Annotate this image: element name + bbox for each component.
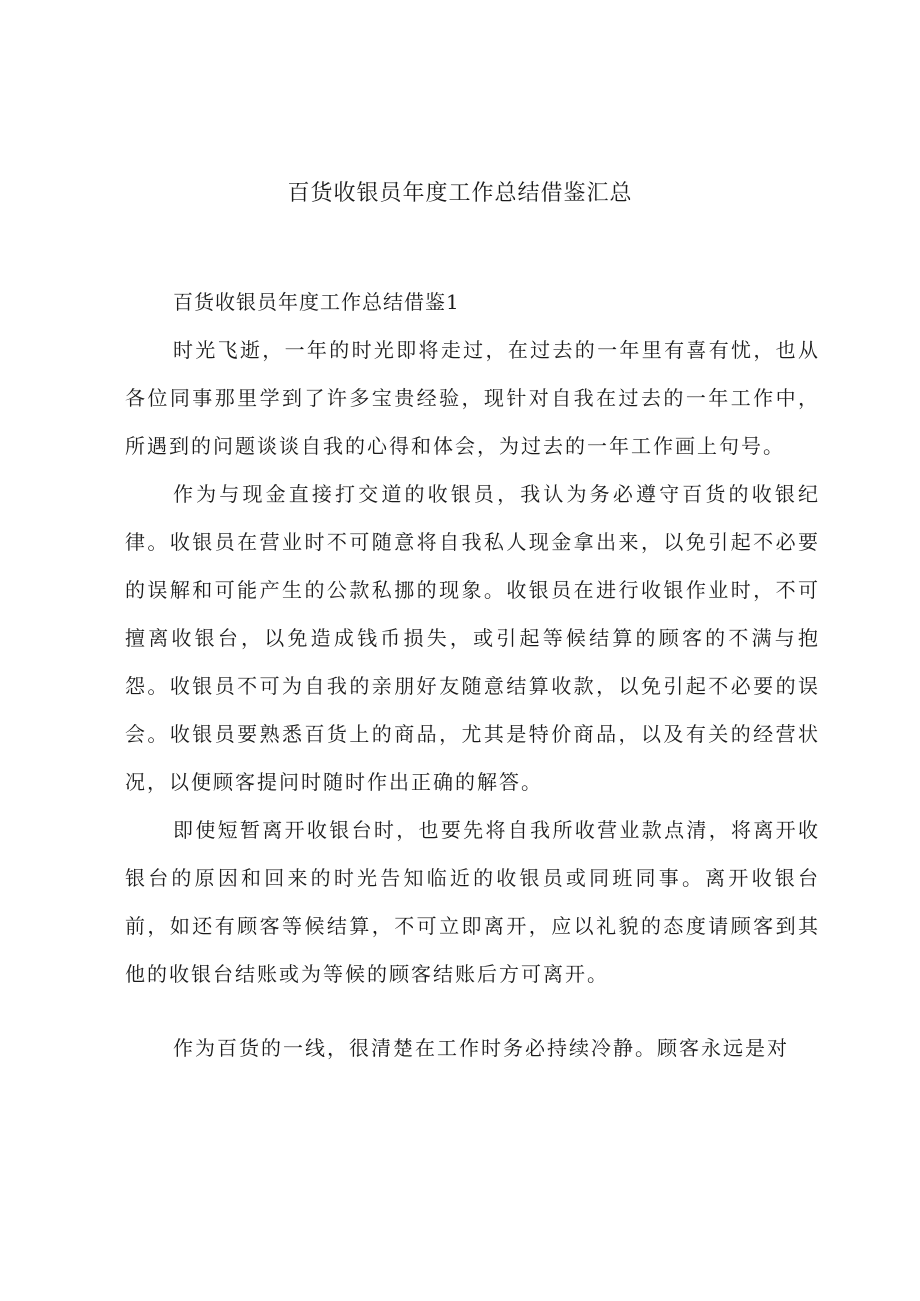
section-heading: 百货收银员年度工作总结借鉴1 — [173, 290, 460, 314]
paragraph-1: 时光飞逝，一年的时光即将走过，在过去的一年里有喜有忧，也从各位同事那里学到了许多宝贵经验，现针对自我在过去的一年工作中，所遇到的问题谈谈自我的心得和体会，为过去的一年工作画上句号。 — [125, 338, 820, 458]
paragraph-3: 即使短暂离开收银台时，也要先将自我所收营业款点清，将离开收银台的原因和回来的时光告知临近的收银员或同班同事。离开收银台前，如还有顾客等候结算，不可立即离开，应以礼貌的态度请顾客到其他的收银台结账或为等候的顾客结账后方可离开。 — [125, 818, 820, 986]
paragraph-4: 作为百货的一线，很清楚在工作时务必持续冷静。顾客永远是对 — [173, 1036, 789, 1060]
document-title: 百货收银员年度工作总结借鉴汇总 — [287, 181, 633, 206]
paragraph-2: 作为与现金直接打交道的收银员，我认为务必遵守百货的收银纪律。收银员在营业时不可随意将自我私人现金拿出来，以免引起不必要的误解和可能产生的公款私挪的现象。收银员在进行收银作业时，不可擅离收银台，以免造成钱币损失，或引起等候结算的顾客的不满与抱怨。收银员不可为自我的亲朋好友随意结算收款，以免引起不必要的误会。收银员要熟悉百货上的商品，尤其是特价商品，以及有关的经营状况，以便顾客提问时随时作出正确的解答。 — [125, 482, 820, 794]
document-body — [125, 278, 820, 1072]
